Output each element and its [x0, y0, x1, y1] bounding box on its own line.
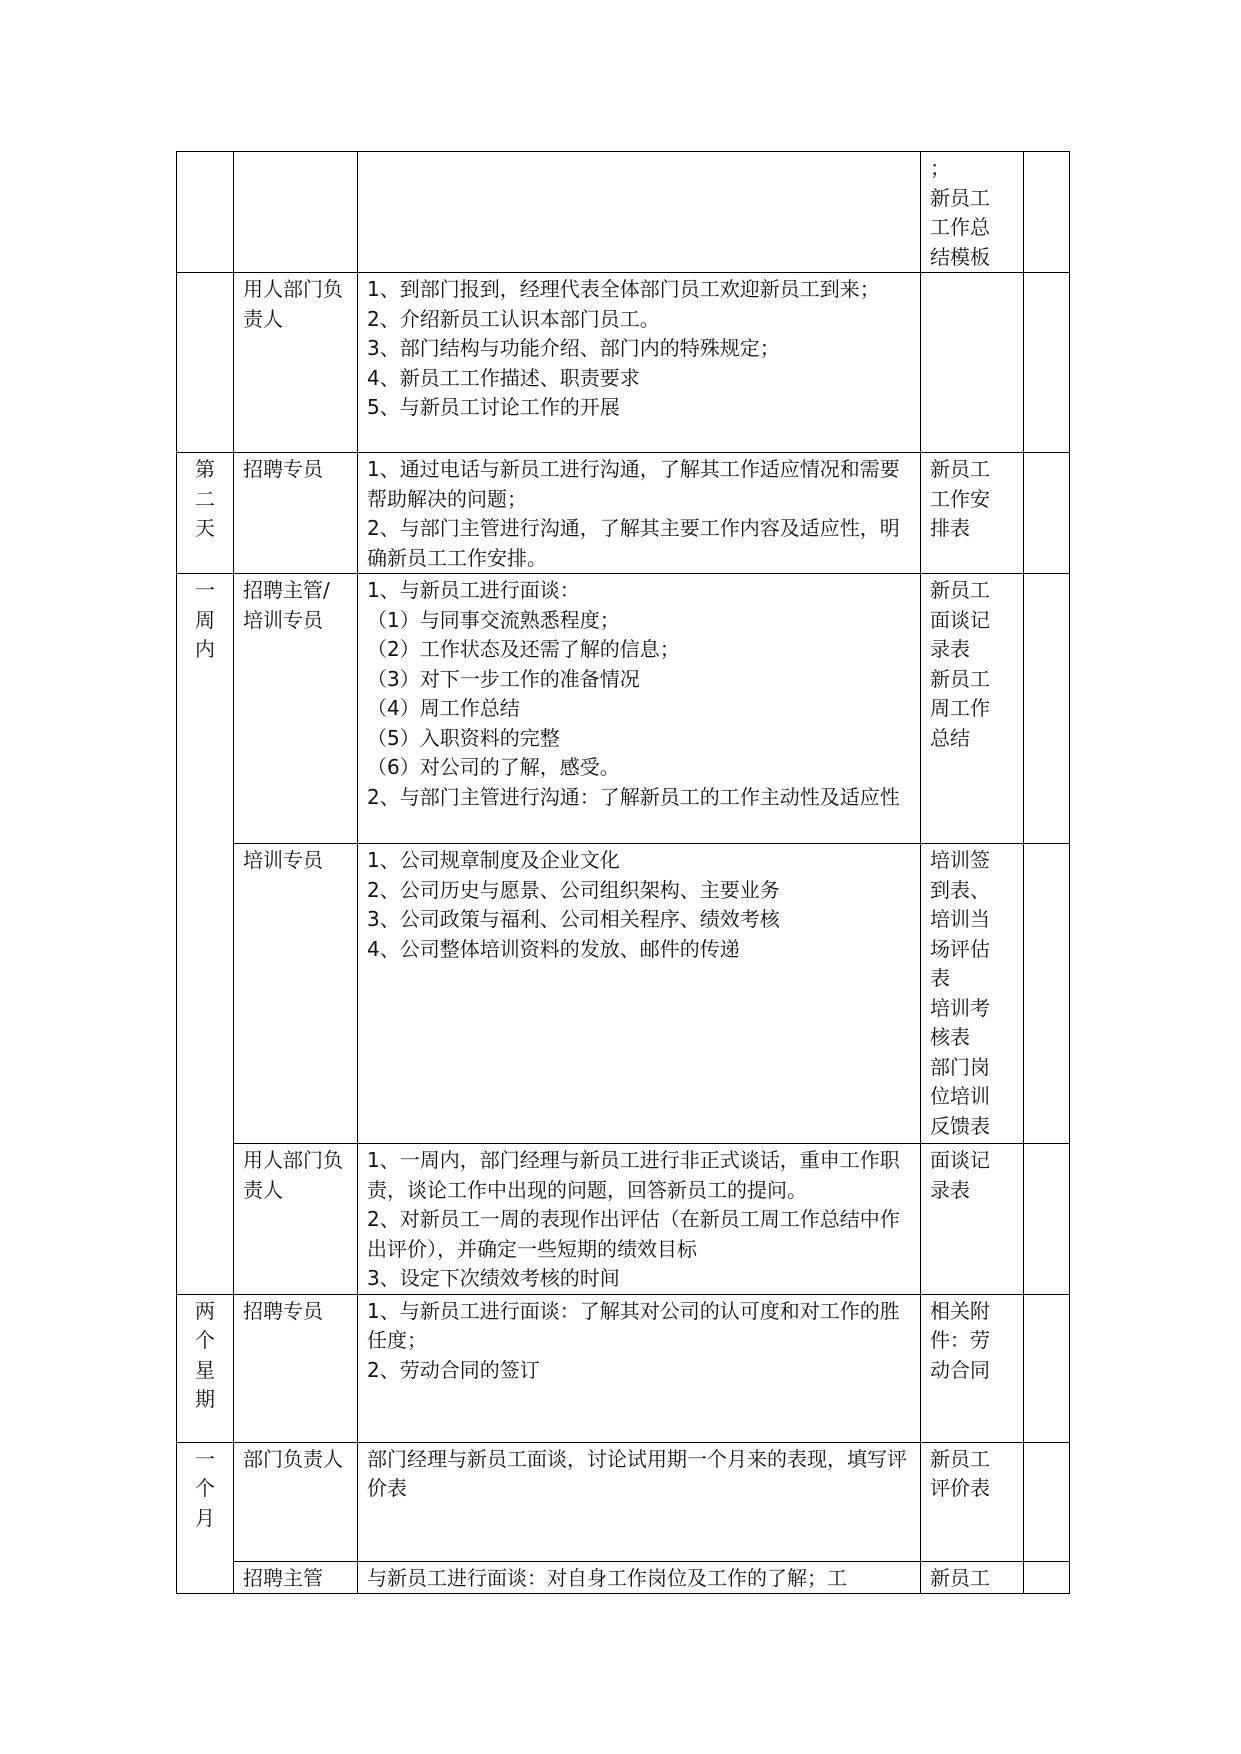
table-row — [177, 1442, 1070, 1561]
material-line: 相关附件：劳动合同 — [930, 1298, 990, 1382]
items-cell — [358, 574, 921, 844]
table-row — [177, 574, 1070, 844]
item-line: 1、通过电话与新员工进行沟通，了解其工作适应情况和需要帮助解决的问题； — [367, 457, 900, 511]
time-cell: 一周内 — [177, 574, 234, 844]
item-line: 1、公司规章制度及企业文化 — [367, 848, 620, 872]
item-line: 2、对新员工一周的表现作出评估（在新员工周工作总结中作出评价），并确定一些短期的绩效目标 — [367, 1207, 900, 1261]
table-row — [177, 453, 1070, 574]
item-line: 3、部门结构与功能介绍、部门内的特殊规定； — [367, 336, 780, 360]
material-line: 培训签到表、 — [930, 848, 990, 902]
materials-cell — [921, 844, 1024, 1144]
item-line: 与新员工进行面谈：对自身工作岗位及工作的了解；工 — [367, 1565, 847, 1590]
item-line: 3、公司政策与福利、公司相关程序、绩效考核 — [367, 907, 780, 931]
time-cell — [177, 844, 234, 1144]
item-line: 部门经理与新员工面谈，讨论试用期一个月来的表现，填写评价表 — [367, 1446, 907, 1500]
material-line: 面谈记录表 — [930, 1148, 990, 1202]
table-row — [177, 1294, 1070, 1442]
items-cell — [358, 1144, 921, 1295]
person-cell: 招聘专员 — [234, 1294, 358, 1442]
extra-cell — [1024, 1561, 1070, 1594]
extra-cell — [1024, 1294, 1070, 1442]
item-line: 2、与部门主管进行沟通，了解其主要工作内容及适应性，明确新员工工作安排。 — [367, 516, 900, 570]
item-line: 1、到部门报到，经理代表全体部门员工欢迎新员工到来； — [367, 277, 880, 301]
extra-cell — [1024, 152, 1070, 273]
person-cell — [234, 152, 358, 273]
item-line: 1、与新员工进行面谈：了解其对公司的认可度和对工作的胜任度； — [367, 1298, 900, 1352]
item-line: 2、劳动合同的签订 — [367, 1357, 540, 1382]
person-cell: 培训专员 — [234, 844, 358, 1144]
materials-cell — [921, 1442, 1024, 1561]
materials-cell — [921, 574, 1024, 844]
table-row — [177, 273, 1070, 453]
item-line: （2）工作状态及还需了解的信息； — [367, 637, 680, 661]
table-row — [177, 1144, 1070, 1295]
time-cell: 第二天 — [177, 453, 234, 574]
extra-cell — [1024, 1144, 1070, 1295]
material-line: 新员工工作总结模板 — [930, 185, 990, 269]
material-line: 新员工评价表 — [930, 1446, 990, 1500]
materials-cell — [921, 1561, 1024, 1594]
material-line: 新员工 — [930, 1565, 990, 1590]
person-cell: 用人部门负责人 — [234, 273, 358, 453]
table-row — [177, 152, 1070, 273]
item-line: 3、设定下次绩效考核的时间 — [367, 1266, 620, 1290]
item-line: 4、公司整体培训资料的发放、邮件的传递 — [367, 936, 740, 961]
items-cell — [358, 273, 921, 453]
item-line: （3）对下一步工作的准备情况 — [367, 666, 640, 691]
item-line: 4、新员工工作描述、职责要求 — [367, 365, 640, 390]
item-line: （1）与同事交流熟悉程度； — [367, 607, 620, 632]
item-line: 1、一周内，部门经理与新员工进行非正式谈话，重申工作职责，谈论工作中出现的问题，回答新员工的提问。 — [367, 1148, 900, 1202]
extra-cell — [1024, 844, 1070, 1144]
materials-cell — [921, 273, 1024, 453]
material-line: 部门岗位培训反馈表 — [930, 1054, 990, 1138]
items-cell — [358, 1442, 921, 1561]
table-row — [177, 1561, 1070, 1594]
extra-cell — [1024, 453, 1070, 574]
items-cell — [358, 453, 921, 574]
material-line: 新员工工作安排表 — [930, 457, 990, 540]
item-line: （6）对公司的了解，感受。 — [367, 755, 620, 779]
extra-cell — [1024, 1442, 1070, 1561]
material-line: 培训考核表 — [930, 995, 990, 1049]
time-cell — [177, 152, 234, 273]
person-cell: 用人部门负责人 — [234, 1144, 358, 1295]
materials-cell — [921, 152, 1024, 273]
time-cell — [177, 1144, 234, 1295]
time-cell: 一个月 — [177, 1442, 234, 1561]
item-line: 5、与新员工讨论工作的开展 — [367, 395, 620, 419]
item-line: 2、与部门主管进行沟通：了解新员工的工作主动性及适应性 — [367, 784, 900, 809]
table-row — [177, 844, 1070, 1144]
document-page — [176, 151, 1069, 1594]
items-cell — [358, 1561, 921, 1594]
items-cell — [358, 844, 921, 1144]
item-line: 2、介绍新员工认识本部门员工。 — [367, 306, 660, 331]
person-cell: 招聘专员 — [234, 453, 358, 574]
extra-cell — [1024, 574, 1070, 844]
onboarding-schedule-table — [176, 151, 1070, 1594]
time-cell: 两个星期 — [177, 1294, 234, 1442]
items-cell — [358, 1294, 921, 1442]
materials-cell — [921, 1144, 1024, 1295]
person-cell: 招聘主管/培训专员 — [234, 574, 358, 844]
person-cell: 招聘主管 — [234, 1561, 358, 1594]
material-line: 培训当场评估表 — [930, 907, 990, 990]
item-line: （5）入职资料的完整 — [367, 725, 560, 750]
materials-cell — [921, 1294, 1024, 1442]
item-line: 1、与新员工进行面谈： — [367, 578, 580, 602]
items-cell — [358, 152, 921, 273]
time-cell — [177, 1561, 234, 1594]
time-cell — [177, 273, 234, 453]
material-line: 新员工周工作总结 — [930, 666, 990, 750]
materials-cell — [921, 453, 1024, 574]
person-cell: 部门负责人 — [234, 1442, 358, 1561]
item-line: （4）周工作总结 — [367, 696, 520, 720]
extra-cell — [1024, 273, 1070, 453]
material-line: ； — [930, 156, 950, 180]
material-line: 新员工面谈记录表 — [930, 578, 990, 661]
item-line: 2、公司历史与愿景、公司组织架构、主要业务 — [367, 877, 780, 902]
